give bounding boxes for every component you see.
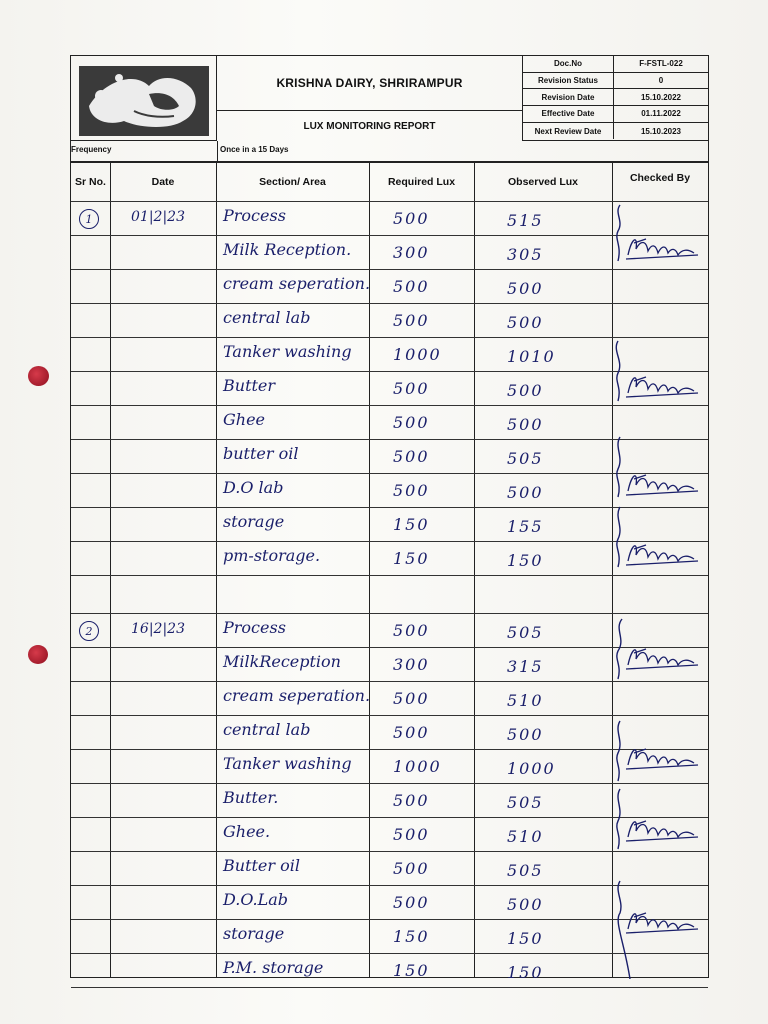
meta-row: Effective Date 01.11.2022 [523,106,708,123]
observed-lux: 315 [507,657,544,676]
observed-lux: 505 [507,449,544,468]
meta-row: Doc.No F-FSTL-022 [523,56,708,73]
required-lux: 1000 [393,757,442,776]
observed-lux: 500 [507,313,544,332]
required-lux: 150 [393,927,430,946]
punch-hole-top [28,366,49,386]
signature-mark [624,231,704,265]
section-area: D.O lab [223,478,284,497]
entry-date: 16|2|23 [131,621,185,637]
signature-mark [624,369,704,403]
observed-lux: 1000 [507,759,556,778]
section-area: central lab [223,720,311,739]
meta-row: Revision Status 0 [523,73,708,90]
signature-mark [624,467,704,501]
section-area: Process [223,618,286,637]
observed-lux: 150 [507,929,544,948]
section-area: Butter oil [223,856,300,875]
required-lux: 500 [393,621,430,640]
checked-by-marks [612,201,708,979]
section-area: Ghee. [223,822,271,841]
required-lux: 150 [393,515,430,534]
section-area: storage [223,924,285,943]
observed-lux: 505 [507,623,544,642]
frequency-label: Frequency [71,145,112,154]
document-meta-table [522,56,708,141]
signature-mark [624,641,704,675]
section-area: MilkReception [223,652,341,671]
observed-lux: 510 [507,827,544,846]
required-lux: 1000 [393,345,442,364]
required-lux: 500 [393,209,430,228]
signature-mark [624,905,704,939]
col-header-sr-no: Sr No. [75,176,106,188]
required-lux: 150 [393,549,430,568]
required-lux: 150 [393,961,430,980]
required-lux: 300 [393,243,430,262]
signature-mark [624,537,704,571]
required-lux: 500 [393,723,430,742]
section-area: cream seperation. [223,274,371,293]
section-area: Milk Reception. [223,240,352,259]
report-header [70,55,709,162]
required-lux: 500 [393,859,430,878]
serial-number: 1 [79,209,99,229]
serial-number: 2 [79,621,99,641]
required-lux: 500 [393,379,430,398]
entry-date: 01|2|23 [131,209,185,225]
section-area: Butter [223,376,276,395]
lux-table [70,162,709,982]
required-lux: 500 [393,689,430,708]
section-area: central lab [223,308,311,327]
col-header-section-area: Section/ Area [259,176,326,188]
observed-lux: 500 [507,725,544,744]
observed-lux: 500 [507,381,544,400]
required-lux: 500 [393,413,430,432]
section-area: storage [223,512,285,531]
section-area: Tanker washing [223,754,352,773]
company-logo-icon [79,66,209,136]
logo-cell [71,56,217,141]
section-area: cream seperation. [223,686,371,705]
frequency-value: Once in a 15 Days [217,141,708,161]
required-lux: 300 [393,655,430,674]
required-lux: 500 [393,481,430,500]
punch-hole-bottom [28,645,48,664]
company-name: KRISHNA DAIRY, SHRIRAMPUR [217,56,522,111]
section-area: D.O.Lab [223,890,289,909]
section-area: pm-storage. [223,546,321,565]
col-header-date: Date [151,176,175,188]
report-title: LUX MONITORING REPORT [303,120,436,132]
required-lux: 500 [393,447,430,466]
required-lux: 500 [393,277,430,296]
observed-lux: 500 [507,279,544,298]
signature-mark [624,741,704,775]
observed-lux: 150 [507,963,544,982]
observed-lux: 150 [507,551,544,570]
observed-lux: 1010 [507,347,556,366]
observed-lux: 515 [507,211,544,230]
section-area: P.M. storage [223,958,324,977]
col-header-required-lux: Required Lux [387,176,456,188]
observed-lux: 500 [507,483,544,502]
required-lux: 500 [393,825,430,844]
section-area: Butter. [223,788,279,807]
required-lux: 500 [393,791,430,810]
section-area: Ghee [223,410,266,429]
observed-lux: 510 [507,691,544,710]
observed-lux: 155 [507,517,544,536]
observed-lux: 500 [507,895,544,914]
observed-lux: 305 [507,245,544,264]
meta-row: Revision Date 15.10.2022 [523,89,708,106]
section-area: Process [223,206,286,225]
col-header-checked-by: Checked By [629,172,691,184]
section-area: Tanker washing [223,342,352,361]
observed-lux: 500 [507,415,544,434]
col-header-observed-lux: Observed Lux [507,176,579,188]
section-area: butter oil [223,444,299,463]
observed-lux: 505 [507,861,544,880]
meta-row: Next Review Date 15.10.2023 [523,123,708,140]
required-lux: 500 [393,311,430,330]
required-lux: 500 [393,893,430,912]
signature-mark [624,813,704,847]
observed-lux: 505 [507,793,544,812]
